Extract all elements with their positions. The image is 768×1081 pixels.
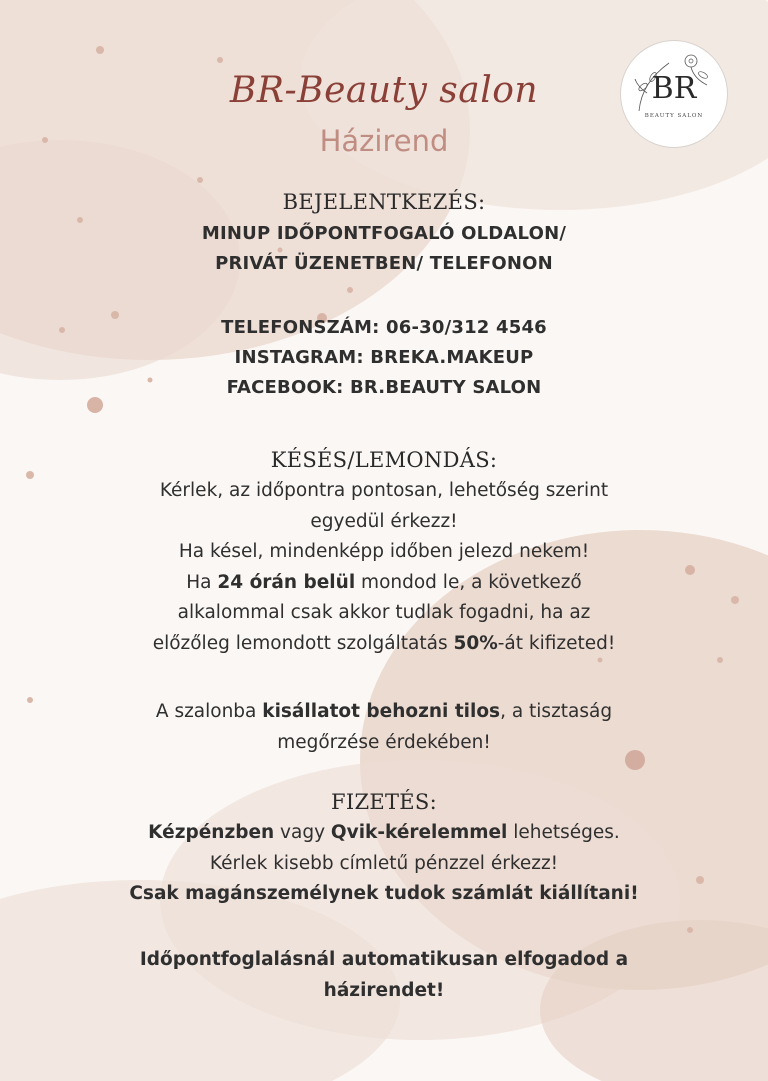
cancellation-line: előzőleg lemondott szolgáltatás 50%-át kifizeted!: [152, 632, 616, 654]
pets-line: megőrzése érdekében!: [277, 731, 491, 753]
booking-heading: BEJELENTKEZÉS:: [282, 190, 486, 214]
payment-heading: FIZETÉS:: [331, 790, 437, 814]
closing-line: Időpontfoglalásnál automatikusan elfogadod a: [139, 949, 629, 970]
cancellation-line: egyedül érkezz!: [310, 510, 458, 532]
emphasis-24h: 24 órán belül: [217, 571, 356, 593]
pets-rule: [0, 697, 768, 758]
emphasis-no-pets: kisállatot behozni tilos: [262, 701, 501, 722]
cancellation-line: Ha 24 órán belül mondod le, a következő: [186, 571, 582, 593]
booking-line: PRIVÁT ÜZENETBEN/ TELEFONON: [215, 253, 553, 274]
facebook-page: FACEBOOK: BR.BEAUTY SALON: [226, 377, 542, 398]
closing-line: házirendet!: [323, 979, 445, 1001]
instagram-handle: INSTAGRAM: BREKA.MAKEUP: [234, 347, 534, 368]
phone-number: TELEFONSZÁM: 06-30/312 4546: [221, 317, 547, 338]
contact-block: [0, 313, 768, 403]
booking-line: MINUP IDŐPONTFOGALÓ OLDALON/: [201, 223, 567, 244]
invoice-note: Csak magánszemélynek tudok számlát kiállítani!: [129, 883, 639, 904]
payment-line: Kérlek kisebb címletű pénzzel érkezz!: [209, 852, 559, 874]
brand-title: BR-Beauty salon: [229, 70, 539, 111]
pets-line: A szalonba kisállatot behozni tilos, a tisztaság: [155, 701, 613, 722]
cancellation-heading: KÉSÉS/LEMONDÁS:: [270, 448, 498, 472]
logo-initials: BR: [651, 71, 697, 106]
logo-caption: BEAUTY SALON: [644, 113, 704, 119]
emphasis-50-percent: 50%: [453, 632, 498, 654]
cancellation-line: Ha késel, mindenképp időben jelezd nekem!: [178, 541, 590, 562]
page-subtitle: Házirend: [319, 124, 449, 158]
salon-logo: [620, 40, 728, 148]
cancellation-text: [0, 476, 768, 659]
cancellation-line: alkalommal csak akkor tudlak fogadni, ha az: [177, 602, 591, 623]
cancellation-line: Kérlek, az időpontra pontosan, lehetőség szerint: [159, 480, 609, 501]
closing-note: [0, 945, 768, 1006]
payment-line: Kézpénzben vagy Qvik-kérelemmel lehetséges.: [148, 822, 620, 843]
booking-methods: [0, 219, 768, 279]
payment-text: [0, 818, 768, 910]
